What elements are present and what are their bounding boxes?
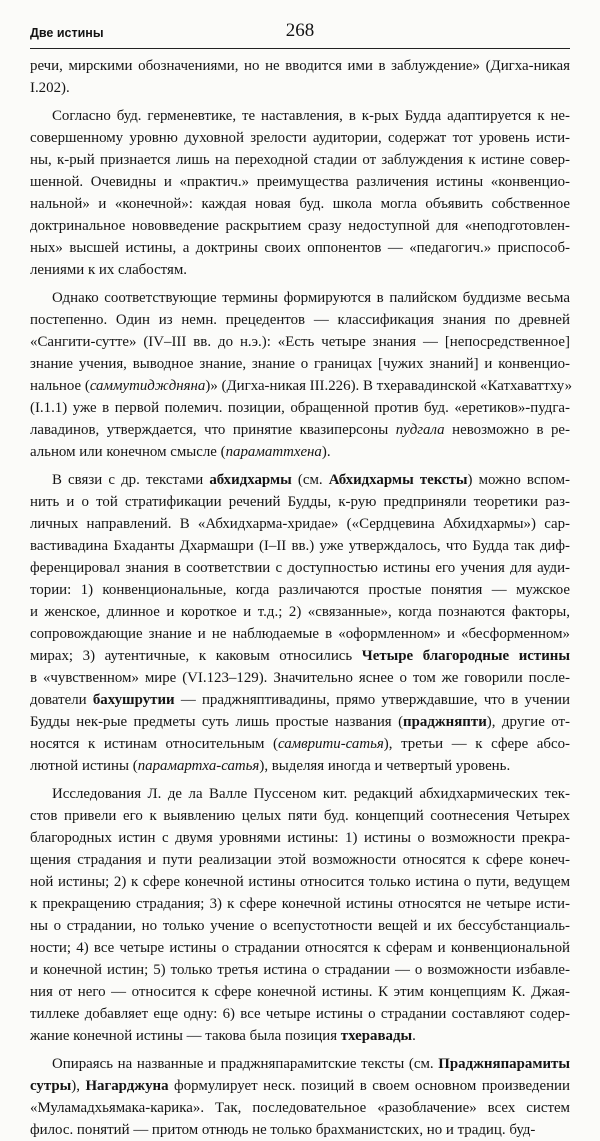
text-run: жание конечной истины — такова была позиция (30, 1028, 341, 1044)
text-line (30, 287, 570, 309)
text-run: и женское, длинное и короткое и т.д.; 2) «связанные», когда познаются факторы, (30, 604, 570, 620)
text-run: Однако соответствующие термины формируются в палийском буддизме весьма (52, 290, 570, 306)
text-run: в «чувственном» мире (VI.123–129). Значительно яснее о том же говорили после- (30, 670, 570, 686)
text-run: к прекращению страдания; 3) к сфере конечной истины относятся не четыре исти- (30, 896, 570, 912)
text-line (30, 309, 570, 331)
italic-term: параматтхена (225, 444, 322, 460)
text-line (30, 915, 570, 937)
text-run: ны, к-рый признается лишь на переходной стадии от заблуждения к истине совер- (30, 152, 570, 168)
text-line (30, 733, 570, 755)
text-line (30, 397, 570, 419)
text-run: Опираясь на названные и праджняпарамитские тексты (см. (52, 1056, 439, 1072)
text-line (30, 491, 570, 513)
text-run: ния от него — относится к сфере конечной истины. К этим концепциям К. Джая- (30, 984, 570, 1000)
text-run: )» (Дигха-никая III.226). В тхеравадинской «Катхаваттху» (205, 378, 573, 394)
text-line (30, 783, 570, 805)
text-line (30, 827, 570, 849)
text-run: ференцировал знания в соответствии с доступностью истины его учения для ауди- (30, 560, 570, 576)
text-run: и конечной истин; 5) только третья истина о страдании — о возможности избавле- (30, 962, 570, 978)
text-run: вастивадина Бхаданты Дхармашри (I–II вв.) уже утверждалось, что Будда так диф- (30, 538, 570, 554)
text-line (30, 579, 570, 601)
text-line (30, 849, 570, 871)
text-run: Будды нек-рые предметы суть лишь простые названия ( (30, 714, 404, 730)
text-run: филос. понятий — притом отнюдь не только брахманистских, но и традиц. буд- (30, 1122, 536, 1138)
text-line (30, 1003, 570, 1025)
text-line (30, 55, 570, 77)
bold-term: праджняпти (403, 714, 487, 730)
text-line (30, 1075, 570, 1097)
text-line (30, 1053, 570, 1075)
italic-term: самврити-сатья (277, 736, 384, 752)
text-line (30, 959, 570, 981)
text-line (30, 1119, 570, 1141)
text-run: «Муламадхьямака-карика». Так, последовательное «разоблачение» всех систем (30, 1100, 570, 1116)
text-run: альном или конечном смысле ( (30, 444, 226, 460)
text-run: I.202). (30, 80, 70, 96)
text-run: знание учения, выводное знание, знание о границах [чужих знаний] и конвенцио- (30, 356, 570, 372)
text-line (30, 149, 570, 171)
text-run: лавадинов, утверждается, что принятие квазиперсоны (30, 422, 396, 438)
text-run: ности; 4) все четыре истины о страдании относятся к сферам и конвенциональной (30, 940, 570, 956)
text-line (30, 237, 570, 259)
text-run: стов привели его к выявлению целых пяти буд. концепций соотнесения Четырех (30, 808, 570, 824)
text-run: ), третьи — к сфере абсо- (383, 736, 570, 752)
text-run: нальное ( (30, 378, 90, 394)
page-number: 268 (285, 20, 315, 41)
italic-term: парамартха-сатья (137, 758, 260, 774)
text-run: совершенному уровню духовной зрелости аудитории, содержат тот уровень исти- (30, 130, 570, 146)
text-line (30, 171, 570, 193)
text-run: личных направлений. В «Абхидхарма-хридае» («Сердцевина Абхидхармы») сар- (30, 516, 570, 532)
text-line (30, 623, 570, 645)
text-run: ), (71, 1078, 86, 1094)
text-line (30, 469, 570, 491)
bold-term: сутры (30, 1078, 72, 1094)
text-run: тории: 1) конвенциональные, когда различаются простые понятия — мужское (30, 582, 570, 598)
text-line (30, 215, 570, 237)
text-line (30, 667, 570, 689)
text-line (30, 331, 570, 353)
text-run: нальной» и «конечной»: каждая новая буд. школа могла объявить собственное (30, 196, 570, 212)
text-run: (I.1.1) уже в первой полемич. позиции, обращенной против буд. «еретиков»-пудга- (30, 400, 570, 416)
page-header (30, 20, 570, 44)
bold-term: Четыре благородные истины (361, 648, 570, 664)
text-line (30, 645, 570, 667)
text-line (30, 871, 570, 893)
paragraph (30, 469, 570, 777)
text-line (30, 755, 570, 777)
text-run: сопровождающие знание и не наблюдаемые в «оформленном» и «бесформенном» (30, 626, 570, 642)
text-run: «Сангити-сутте» (IV–III вв. до н.э.): «Есть четыре знания — [непосредственное] (30, 334, 570, 350)
text-run: ной истины; 2) к сфере конечной истины относится только истина о пути, ведущем (30, 874, 570, 890)
text-run: шенной. Очевидны и «практич.» преимущества различения истины «конвенцио- (30, 174, 570, 190)
article-body (30, 55, 573, 1141)
text-run: нить и о той стратификации речений Будды, к-рую предприняли теоретики раз- (30, 494, 570, 510)
paragraph (30, 783, 570, 1047)
text-line (30, 105, 570, 127)
text-line (30, 441, 570, 463)
text-run: ). (321, 444, 331, 460)
bold-term: Нагарджуна (85, 1078, 169, 1094)
text-line (30, 375, 573, 397)
text-run: доктринальное нововведение раскрытием сразу недоступной для «неподготовлен- (30, 218, 570, 234)
bold-term: Абхидхармы тексты (328, 472, 468, 488)
text-line (30, 193, 570, 215)
paragraph (30, 287, 573, 463)
text-line (30, 711, 570, 733)
text-line (30, 601, 570, 623)
text-run: щения страдания и пути реализации этой возможности относятся к сфере конеч- (30, 852, 570, 868)
paragraph (30, 55, 570, 99)
text-run: (см. (291, 472, 329, 488)
text-line (30, 353, 570, 375)
text-line (30, 535, 570, 557)
text-run: благородных истин с двумя уровнями истины: 1) истины о возможности прекра- (30, 830, 570, 846)
text-line (30, 689, 570, 711)
bold-term: абхидхармы (209, 472, 292, 488)
bold-term: бахушрутии (92, 692, 175, 708)
text-run: ных» высшей истины, а доктрины своих оппонентов — «педагогич.» приспособ- (30, 240, 570, 256)
text-run: В связи с др. текстами (52, 472, 210, 488)
text-line (30, 77, 570, 99)
text-run: мирах; 3) аутентичные, к каковым относились (30, 648, 362, 664)
text-run: ны о страдании, но только учение о всепустотности вещей и их бессубстанциаль- (30, 918, 570, 934)
text-line (30, 419, 570, 441)
text-run: речи, мирскими обозначениями, но не вводится ими в заблуждение» (Дигха-никая (30, 58, 570, 74)
text-line (30, 937, 570, 959)
text-run: ) можно вспом- (467, 472, 570, 488)
text-run: — праджняптивадины, прямо утверждавшие, что в учении (174, 692, 570, 708)
text-run: дователи (30, 692, 93, 708)
text-line (30, 259, 570, 281)
text-run: тиллеке добавляет еще одну: 6) все четыре истины о страдании составляют содер- (30, 1006, 570, 1022)
paragraph (30, 105, 570, 281)
text-line (30, 557, 570, 579)
text-run: Согласно буд. герменевтике, те наставления, в к-рых Будда адаптируется к не- (52, 108, 570, 124)
text-run: формулирует неск. позиций в своем основном произведении (168, 1078, 570, 1094)
paragraph (30, 1053, 570, 1141)
text-line (30, 513, 570, 535)
text-run: ), выделяя иногда и четвертый уровень. (259, 758, 511, 774)
bold-term: тхеравады (340, 1028, 413, 1044)
text-run: Исследования Л. де ла Валле Пуссеном кит. редакций абхидхармических тек- (52, 786, 570, 802)
text-run: постепенно. Один из немн. прецедентов — классификация знания по древней (30, 312, 570, 328)
text-run: лютной истины ( (30, 758, 138, 774)
header-rule (30, 48, 570, 49)
text-line (30, 1025, 570, 1047)
text-line (30, 1097, 570, 1119)
italic-term: саммутидждняна (89, 378, 206, 394)
text-line (30, 981, 570, 1003)
italic-term: пудгала (395, 422, 445, 438)
text-line (30, 805, 570, 827)
text-run: . (412, 1028, 416, 1044)
running-head: Две истины (30, 26, 104, 40)
text-run: лениями к их слабостям. (30, 262, 187, 278)
bold-term: Праджняпарамиты (438, 1056, 570, 1072)
text-run: невозможно в ре- (444, 422, 570, 438)
text-line (30, 127, 570, 149)
text-run: носятся к истинам относительным ( (30, 736, 278, 752)
text-run: ), другие от- (486, 714, 570, 730)
